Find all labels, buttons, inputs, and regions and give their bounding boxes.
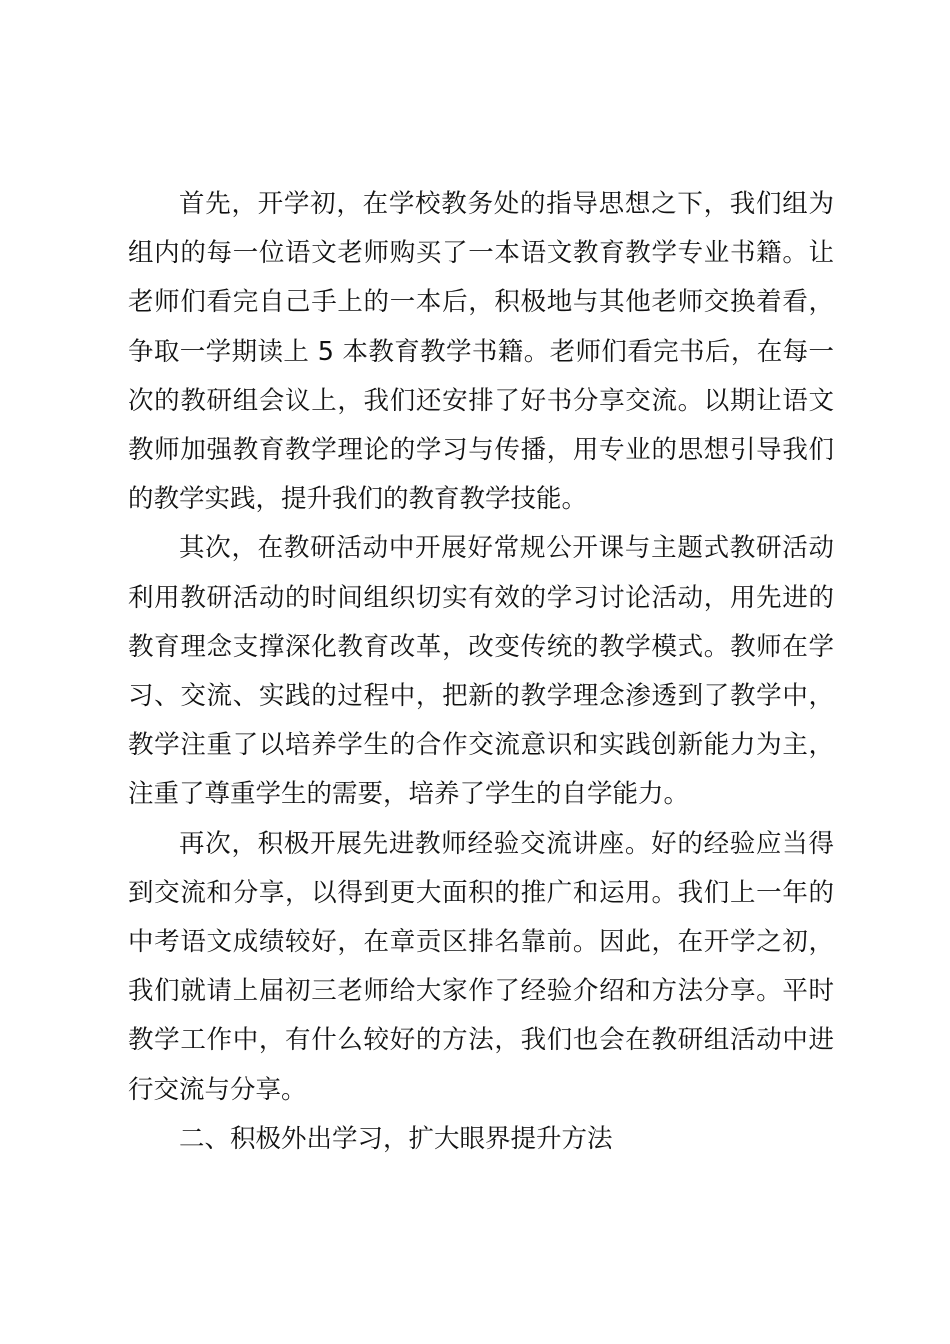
paragraph-first: 首先，开学初，在学校教务处的指导思想之下，我们组为组内的每一位语文老师购买了一本语文教育教学专业书籍。让老师们看完自己手上的一本后，积极地与其他老师交换着看，争取一学期读上 5 本教育教学书籍。老师们看完书后，在每一次的教研组会议上，我们还安排了好书分享交流。以期让语文教师加强教育教学理论的学习与传播，用专业的思想引导我们的教学实践，提升我们的教育教学技能。 xyxy=(128,189,834,515)
section-heading: 二、积极外出学习，扩大眼界提升方法 xyxy=(179,1123,613,1154)
paragraph-second: 其次，在教研活动中开展好常规公开课与主题式教研活动利用教研活动的时间组织切实有效的学习讨论活动，用先进的教育理念支撑深化教育改革，改变传统的教学模式。教师在学习、交流、实践的过程中，把新的教学理念渗透到了教学中，教学注重了以培养学生的合作交流意识和实践创新能力为主，注重了尊重学生的需要，培养了学生的自学能力。 xyxy=(128,533,834,810)
paragraph-third: 再次，积极开展先进教师经验交流讲座。好的经验应当得到交流和分享，以得到更大面积的推广和运用。我们上一年的中考语文成绩较好，在章贡区排名靠前。因此，在开学之初，我们就请上届初三老师给大家作了经验介绍和方法分享。平时教学工作中，有什么较好的方法，我们也会在教研组活动中进行交流与分享。 xyxy=(128,828,834,1105)
document-body xyxy=(128,180,834,1164)
